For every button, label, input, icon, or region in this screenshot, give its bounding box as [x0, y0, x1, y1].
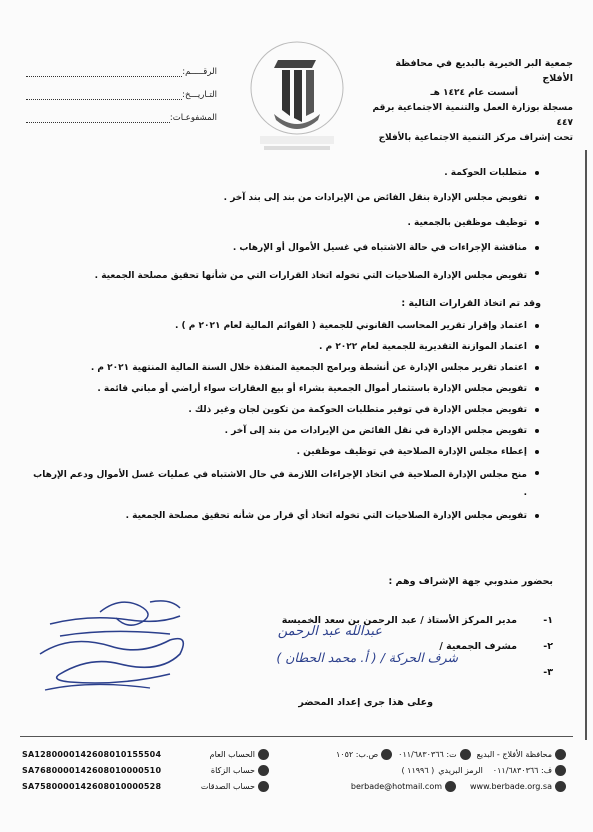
footer-line-1: [269, 746, 569, 762]
bank-icon: [258, 765, 269, 776]
attachments-label: المشفوعـات: [172, 112, 217, 123]
closing-line: وعلى هذا جرى إعداد المحضر: [298, 697, 433, 708]
decision-item: تفويض مجلس الإدارة في توفير متطلبات الحوكمة من تكوين لجان وغير ذلك .: [30, 403, 541, 417]
footer-line-3: [269, 778, 569, 794]
decisions-title: وقد تم اتخاذ القرارات التالية :: [401, 298, 541, 309]
attendee-text: مشرف الجمعية /: [439, 640, 517, 652]
date-field: [26, 90, 182, 100]
account-label-wrap: [210, 749, 272, 760]
account-row: [22, 746, 272, 762]
agenda-item: متطلبات الحوكمة .: [30, 166, 541, 180]
attachments-row: [22, 106, 217, 129]
phone-icon: [460, 749, 471, 760]
agenda-item: مناقشة الإجراءات في حالة الاشتباه في غسيل الأموال أو الإرهاب .: [30, 241, 541, 255]
attendee-number: ٣-: [543, 666, 553, 678]
attendance-title: بحضور مندوبي جهة الإشراف وهم :: [388, 576, 553, 587]
org-registration: مسجلة بوزارة العمل والتنمية الاجتماعية برقم ٤٤٧: [372, 103, 573, 128]
footer-phone: ت: ٠١١/٦٨٣٠٣٦٦: [398, 749, 457, 759]
account-label: حساب الصدقات: [200, 781, 255, 791]
account-iban: SA7580000142608010000528: [22, 781, 162, 791]
footer-contact: [269, 746, 569, 794]
page-edge: [585, 150, 587, 740]
decision-item: اعتماد الموازنة التقديرية للجمعية لعام ٢٠٢٢ م .: [30, 340, 541, 354]
footer-email[interactable]: berbade@hotmail.com: [350, 781, 443, 791]
decision-item: منح مجلس الإدارة الصلاحية في اتخاذ الإجراءات اللازمة في حال الاشتباه في عمليات غسل الأموال ودعم الإرهاب .: [30, 466, 541, 502]
location-icon: [555, 749, 566, 760]
account-iban: SA7680000142608010000510: [22, 765, 162, 775]
signature-scribble: [30, 594, 200, 704]
decision-item: تفويض مجلس الإدارة الصلاحيات التي تخوله اتخاذ أي قرار من شأنه تحقيق مصلحة الجمعية .: [30, 509, 541, 523]
date-label: التـاريـــخ: [184, 89, 217, 100]
org-supervision: تحت إشراف مركز التنمية الاجتماعية بالأفلاج: [378, 133, 573, 143]
org-logo: [238, 38, 356, 158]
handwritten-name-2: عبدالله عبد الرحمن: [277, 624, 382, 639]
footer-location: محافظة الأفلاج - البديع: [476, 749, 552, 759]
fax-icon: [555, 765, 566, 776]
ref-field: [26, 67, 182, 77]
attendee-text: مدير المركز الأستاذ / عبد الرحمن بن سعد الخميسة: [281, 614, 517, 626]
ref-label: الرقـــــم: [185, 66, 217, 77]
handwritten-name-3: شرف الحركة / ( أ. محمد الحطان ): [276, 650, 458, 665]
attachments-field: [26, 113, 170, 123]
agenda-list: [30, 166, 541, 286]
org-founded: أسست عام ١٤٢٤ هـ: [430, 88, 518, 98]
agenda-item: تفويض مجلس الإدارة بنقل الفائض من الإيرادات من بند إلى بند آخر .: [30, 191, 541, 205]
bank-icon: [258, 781, 269, 792]
decision-item: اعتماد وإقرار تقرير المحاسب القانوني للجمعية ( القوائم المالية لعام ٢٠٢١ م ) .: [30, 319, 541, 333]
mailbox-icon: [381, 749, 392, 760]
footer-accounts: [22, 746, 272, 794]
account-iban: SA1280000142608010155504: [22, 749, 162, 759]
attachments-colon: :: [169, 112, 173, 123]
footer-divider: [20, 736, 573, 737]
date-row: [22, 83, 217, 106]
decision-item: تفويض مجلس الإدارة باستثمار أموال الجمعية بشراء أو بيع العقارات سواء أراضي أو مباني قائمة .: [30, 382, 541, 396]
globe-icon: [555, 781, 566, 792]
minutes-body: [30, 166, 541, 530]
agenda-item: تفويض مجلس الإدارة الصلاحيات التي تخوله اتخاذ القرارات التي من شأنها تحقيق مصلحة الجمعية .: [30, 266, 541, 286]
account-label-wrap: [201, 781, 272, 792]
account-row: [22, 778, 272, 794]
decision-item: إعطاء مجلس الإدارة الصلاحية في توظيف موظفين .: [30, 445, 541, 459]
email-icon: [445, 781, 456, 792]
decisions-list: [30, 319, 541, 523]
decision-item: اعتماد تقرير مجلس الإدارة عن أنشطة وبرامج الجمعية المنفذة خلال السنة المالية المنتهية ٢٠٢١ م .: [30, 361, 541, 375]
footer-postal-label: الرمز البريدي: [438, 765, 483, 775]
footer-website[interactable]: www.berbade.org.sa: [470, 781, 552, 791]
ref-colon: :: [182, 66, 186, 77]
footer-fax: ف: ٠١١/٦٨٣٠٣٦٦: [492, 765, 552, 775]
attendee-number: ٢-: [543, 640, 553, 652]
account-row: [22, 762, 272, 778]
agenda-item: توظيف موظفين بالجمعية .: [30, 216, 541, 230]
account-label: حساب الزكاة: [210, 765, 255, 775]
org-header: [363, 56, 573, 146]
attendee-number: ١-: [543, 614, 553, 626]
org-name: جمعية البر الخيرية بالبديع في محافظة الأفلاج: [395, 58, 573, 84]
footer-pobox: ص.ب: ١٠٥٢: [335, 749, 379, 759]
footer-line-2: [269, 762, 569, 778]
ref-row: [22, 60, 217, 83]
decision-item: تفويض مجلس الإدارة في نقل الفائض من الإيرادات من بند إلى آخر .: [30, 424, 541, 438]
ref-block: [22, 60, 217, 129]
account-label-wrap: [211, 765, 272, 776]
bank-icon: [258, 749, 269, 760]
account-label: الحساب العام: [209, 749, 255, 759]
date-colon: :: [182, 89, 185, 100]
footer-postal: ( ١١٩٩٦ ): [401, 765, 435, 775]
